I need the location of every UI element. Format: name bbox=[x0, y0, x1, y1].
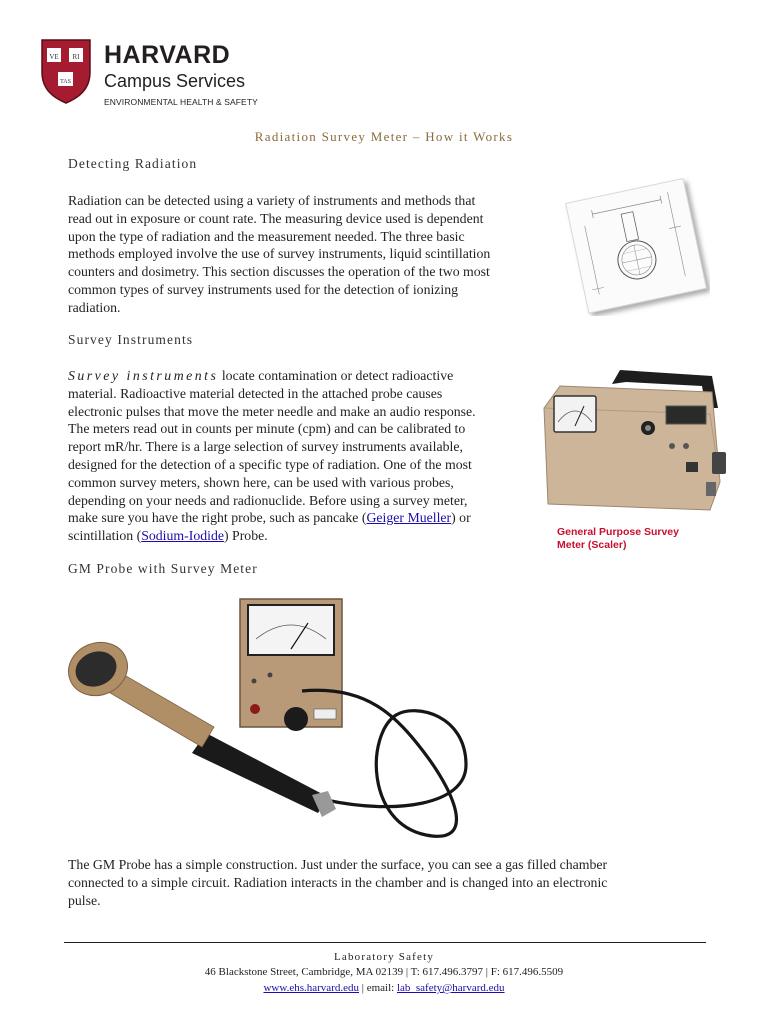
caption-line: Meter (Scaler) bbox=[557, 539, 627, 551]
footer-contact bbox=[0, 982, 768, 994]
brand-name: HARVARD bbox=[104, 41, 231, 69]
harvard-shield-icon bbox=[40, 38, 92, 104]
brand-dept: ENVIRONMENTAL HEALTH & SAFETY bbox=[104, 97, 258, 107]
scaler-meter-drawing bbox=[536, 362, 732, 522]
footer-address: 46 Blackstone Street, Cambridge, MA 02139 | T: 617.496.3797 | F: 617.496.5509 bbox=[204, 966, 564, 978]
brand-sub: Campus Services bbox=[104, 71, 246, 91]
gm-probe-paragraph bbox=[68, 856, 708, 909]
gm-probe-image bbox=[66, 595, 496, 845]
footer-dept: Laboratory Safety bbox=[333, 951, 435, 963]
sodium-iodide-link[interactable]: Sodium-Iodide bbox=[141, 528, 224, 544]
para-line: common survey meters, shown here, can be used with various probes, bbox=[68, 474, 454, 490]
probe-drawing-image bbox=[560, 176, 710, 316]
section-heading-detecting: Detecting Radiation bbox=[68, 156, 198, 171]
email-link[interactable]: lab_safety@harvard.edu bbox=[396, 982, 505, 994]
website-link[interactable]: www.ehs.harvard.edu bbox=[263, 982, 359, 994]
para-line bbox=[68, 509, 548, 527]
section-heading-survey: Survey Instruments bbox=[68, 332, 194, 347]
caption-line: General Purpose Survey bbox=[557, 526, 679, 538]
para-line: methods employed involve the use of survey instruments, liquid scintillation bbox=[68, 246, 491, 262]
para-line: depending on your needs and radionuclide. Before using a survey meter, bbox=[68, 492, 468, 508]
para-line: pulse. bbox=[68, 892, 101, 908]
geiger-mueller-link[interactable]: Geiger Mueller bbox=[366, 510, 452, 526]
schematic-drawing bbox=[560, 176, 710, 316]
survey-meter-image bbox=[536, 362, 732, 522]
para-line: counters and dosimetry. This section discusses the operation of the two most bbox=[68, 264, 490, 280]
para-line: Radiation can be detected using a variety of instruments and methods that bbox=[68, 193, 476, 208]
para-line: connected to a simple circuit. Radiation interacts in the chamber and is changed into an electronic bbox=[68, 874, 608, 890]
text-segment: ) or bbox=[451, 510, 471, 526]
para-line bbox=[68, 527, 548, 545]
para-line: The GM Probe has a simple construction. Just under the surface, you can see a gas filled chamber bbox=[68, 857, 608, 872]
para-line bbox=[68, 367, 548, 385]
para-line: The meters read out in counts per minute (cpm) and can be calibrated to bbox=[68, 421, 466, 437]
document-title: Radiation Survey Meter – How it Works bbox=[254, 129, 514, 144]
survey-paragraph bbox=[68, 367, 548, 545]
para-line: designed for the detection of a specific type of radiation. One of the most bbox=[68, 456, 472, 472]
shield-letters-3: TAS bbox=[60, 79, 71, 85]
para-line: common types of survey instruments used for the detection of ionizing bbox=[68, 281, 459, 297]
para-line-rest: locate contamination or detect radioactive bbox=[218, 368, 454, 383]
para-line: upon the type of radiation and the measurement needed. The three basic bbox=[68, 228, 465, 244]
shield-letters-1: VE bbox=[49, 53, 59, 61]
footer-divider bbox=[64, 942, 706, 943]
para-line: electronic pulses that move the meter needle and make an audio response. bbox=[68, 403, 476, 419]
shield-letters-2: RI bbox=[72, 53, 80, 61]
para-line: material. Radioactive material detected in the attached probe causes bbox=[68, 385, 443, 401]
para-line: radiation. bbox=[68, 299, 121, 315]
detecting-paragraph bbox=[68, 192, 548, 317]
para-line: read out in exposure or count rate. The measuring device used is dependent bbox=[68, 210, 484, 226]
text-segment: make sure you have the right probe, such as pancake ( bbox=[68, 510, 367, 526]
meter-caption bbox=[557, 526, 717, 552]
text-segment: scintillation ( bbox=[68, 528, 142, 544]
text-segment: ) Probe. bbox=[223, 528, 268, 544]
survey-instruments-lead: Survey instruments bbox=[68, 368, 219, 383]
gm-probe-drawing bbox=[66, 595, 496, 845]
para-line: report mR/hr. There is a large selection of survey instruments available, bbox=[68, 439, 463, 455]
section-heading-gm-probe: GM Probe with Survey Meter bbox=[68, 561, 258, 576]
email-separator: | email: bbox=[359, 982, 397, 994]
